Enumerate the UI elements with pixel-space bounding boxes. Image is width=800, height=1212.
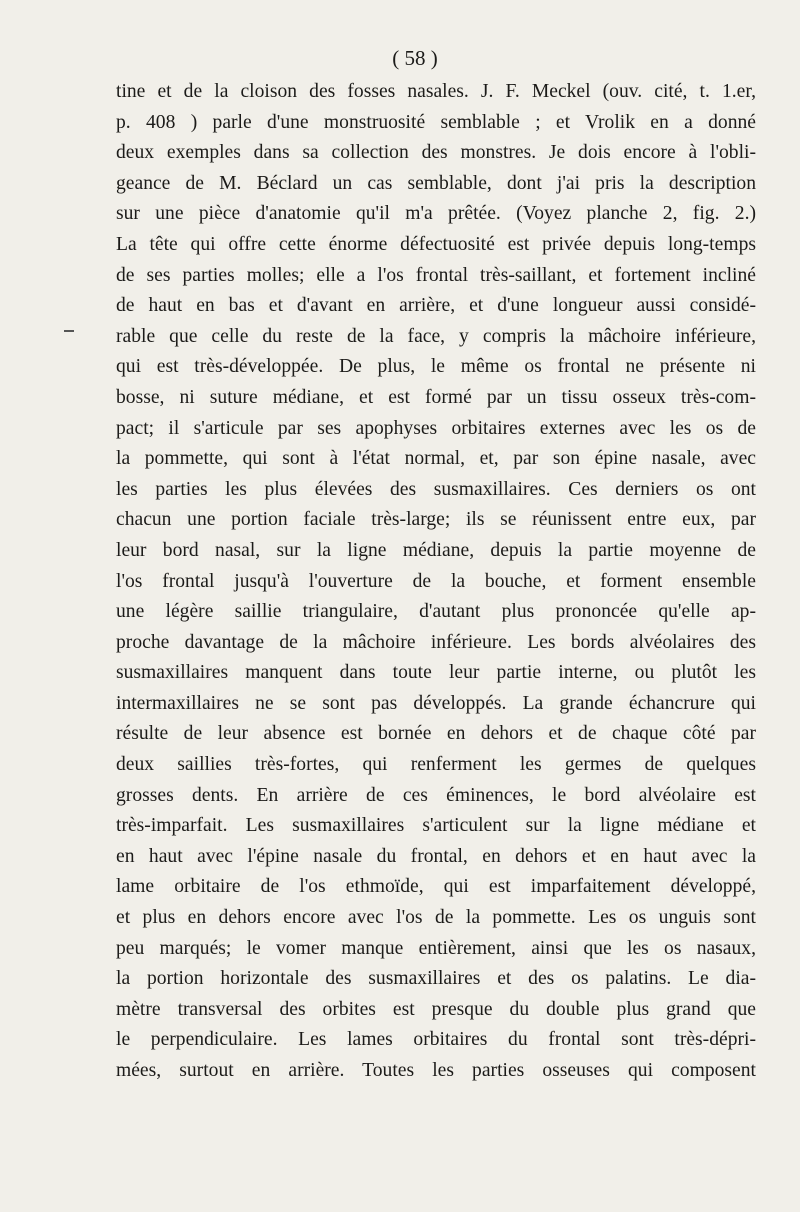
text-line: peu marqués; le vomer manque entièrement, ainsi que les os nasaux, xyxy=(116,937,756,959)
margin-mark xyxy=(64,330,74,332)
text-line: très-imparfait. Les susmaxillaires s'articulent sur la ligne médiane et xyxy=(116,815,756,837)
text-line: la portion horizontale des susmaxillaires et des os palatins. Le dia- xyxy=(116,968,756,990)
text-line: en haut avec l'épine nasale du frontal, en dehors et en haut avec la xyxy=(116,845,756,867)
text-line: résulte de leur absence est bornée en dehors et de chaque côté par xyxy=(116,723,756,745)
text-line: tine et de la cloison des fosses nasales. J. F. Meckel (ouv. cité, t. 1.er, xyxy=(116,81,756,102)
text-line: leur bord nasal, sur la ligne médiane, depuis la partie moyenne de xyxy=(116,539,756,561)
text-line: intermaxillaires ne se sont pas développés. La grande échancrure qui xyxy=(116,692,756,714)
page-number: ( 58 ) xyxy=(392,46,438,70)
text-line: qui est très-développée. De plus, le même os frontal ne présente ni xyxy=(116,356,756,378)
text-line: les parties les plus élevées des susmaxillaires. Ces derniers os ont xyxy=(116,478,756,500)
text-line: de ses parties molles; elle a l'os frontal très-saillant, et fortement incliné xyxy=(116,264,756,286)
text-line: mètre transversal des orbites est presque du double plus grand que xyxy=(116,998,756,1020)
text-line: mées, surtout en arrière. Toutes les parties osseuses qui composent xyxy=(116,1060,756,1081)
text-line: et plus en dehors encore avec l'os de la pommette. Les os unguis sont xyxy=(116,907,756,929)
text-line: pact; il s'articule par ses apophyses orbitaires externes avec les os de xyxy=(116,417,756,439)
text-line: grosses dents. En arrière de ces éminences, le bord alvéolaire est xyxy=(116,784,756,806)
text-line: La tête qui offre cette énorme défectuosité est privée depuis long-temps xyxy=(116,233,756,255)
text-line: l'os frontal jusqu'à l'ouverture de la bouche, et forment ensemble xyxy=(116,570,756,592)
text-line: bosse, ni suture médiane, et est formé par un tissu osseux très-com- xyxy=(116,386,756,408)
text-line: deux saillies très-fortes, qui renferment les germes de quelques xyxy=(116,754,756,776)
text-line: rable que celle du reste de la face, y compris la mâchoire inférieure, xyxy=(116,325,756,347)
text-line: susmaxillaires manquent dans toute leur partie interne, ou plutôt les xyxy=(116,662,756,684)
text-line: geance de M. Béclard un cas semblable, dont j'ai pris la description xyxy=(116,172,756,194)
text-line: deux exemples dans sa collection des monstres. Je dois encore à l'obli- xyxy=(116,142,756,164)
text-line: la pommette, qui sont à l'état normal, et, par son épine nasale, avec xyxy=(116,448,756,470)
text-line: chacun une portion faciale très-large; ils se réunissent entre eux, par xyxy=(116,509,756,531)
text-line: lame orbitaire de l'os ethmoïde, qui est imparfaitement développé, xyxy=(116,876,756,898)
body-text xyxy=(116,77,756,1087)
text-line: une légère saillie triangulaire, d'autant plus prononcée qu'elle ap- xyxy=(116,601,756,623)
text-line: sur une pièce d'anatomie qu'il m'a prêtée. (Voyez planche 2, fig. 2.) xyxy=(116,203,756,225)
text-line: de haut en bas et d'avant en arrière, et d'une longueur aussi considé- xyxy=(116,295,756,317)
text-line: p. 408 ) parle d'une monstruosité semblable ; et Vrolik en a donné xyxy=(116,111,756,133)
text-line: le perpendiculaire. Les lames orbitaires du frontal sont très-dépri- xyxy=(116,1029,756,1051)
text-line: proche davantage de la mâchoire inférieure. Les bords alvéolaires des xyxy=(116,631,756,653)
